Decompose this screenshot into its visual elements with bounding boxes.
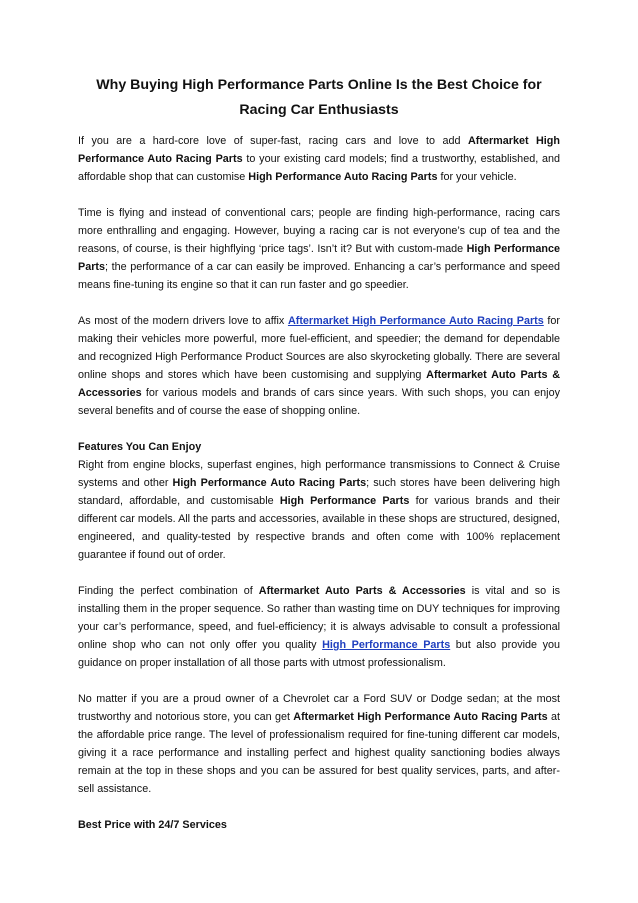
text-run: No matter if you are a proud owner of a Chevrolet car a Ford SUV or Dodge sedan; at the most trustworthy and notorious store, you can get xyxy=(78,693,560,723)
paragraph-intro xyxy=(78,132,560,186)
text-run: at the affordable price range. The level of professionalism required for fine-tuning different car models, giving it a race performance and installing perfect and highest quality sanctioning bodies always remain at the top in these shops and you can be assured for best quality services, parts, and after-sell assistance. xyxy=(78,711,560,795)
bold-text: Aftermarket Auto Parts & Accessories xyxy=(78,369,561,399)
text-run: ; such stores have been delivering high standard, affordable, and customisable xyxy=(78,477,561,507)
bold-text: Aftermarket Auto Parts & Accessories xyxy=(258,585,466,597)
features-heading: Features You Can Enjoy xyxy=(78,441,202,453)
text-run: Time is flying and instead of conventional cars; people are finding high-performance, racing cars more enthralling and engaging. However, buying a racing car is not everyone’s cup of tea and the reasons, of course, is their highflying ‘price tags’. Isn’t it? But with custom-made xyxy=(78,207,560,255)
paragraph-combination xyxy=(78,582,560,672)
paragraph-owner xyxy=(78,690,560,798)
paragraph-time xyxy=(78,204,560,294)
text-run: If you are a hard-core love of super-fast, racing cars and love to add xyxy=(78,135,468,147)
text-run: but also provide you guidance on proper installation of all those parts with utmost professionalism. xyxy=(78,639,560,669)
bold-text: High Performance Auto Racing Parts xyxy=(248,171,438,183)
aftermarket-parts-link[interactable]: Aftermarket High Performance Auto Racing Parts xyxy=(287,315,544,327)
paragraph-features xyxy=(78,438,560,564)
document-title: Why Buying High Performance Parts Online Is the Best Choice for Racing Car Enthusiasts xyxy=(96,77,542,118)
text-run: As most of the modern drivers love to affix xyxy=(78,315,288,327)
bold-text: High Performance Auto Racing Parts xyxy=(172,477,367,489)
high-performance-parts-link[interactable]: High Performance Parts xyxy=(322,639,451,651)
bold-text: High Performance Parts xyxy=(279,495,410,507)
text-run: to your existing card models; find a trustworthy, established, and affordable shop that can customise xyxy=(78,153,561,183)
bold-text: High Performance Parts xyxy=(78,243,560,273)
text-run: for various brands and their different car models. All the parts and accessories, available in these shops are structured, designed, engineered, and quality-tested by respective brands and often come with 100% replacement guarantee if found out of order. xyxy=(78,495,560,561)
paragraph-modern-drivers xyxy=(78,312,560,420)
text-run: for various models and brands of cars since years. With such shops, you can enjoy several benefits and of course the ease of shopping online. xyxy=(78,387,560,417)
bold-text: Aftermarket High Performance Auto Racing Parts xyxy=(293,711,548,723)
text-run: for your vehicle. xyxy=(437,171,517,183)
text-run: is vital and so is installing them in the proper sequence. So rather than wasting time on DUY techniques for improving your car’s performance, speed, and fuel-efficiency; it is always advisable to consult a professional online shop who can not only offer you quality xyxy=(78,585,560,651)
best-price-heading: Best Price with 24/7 Services xyxy=(78,819,227,831)
text-run: for making their vehicles more powerful, more fuel-efficient, and speedier; the demand for dependable and recognized High Performance Product Sources are also skyrocketing globally. There are several online shops and stores which have been customising and supplying xyxy=(78,315,560,381)
text-run: Finding the perfect combination of xyxy=(78,585,259,597)
bold-text: Aftermarket High Performance Auto Racing Parts xyxy=(78,135,560,165)
text-run: Right from engine blocks, superfast engines, high performance transmissions to Connect & Cruise systems and other xyxy=(78,459,560,489)
text-run: ; the performance of a car can easily be improved. Enhancing a car’s performance and speed means fine-tuning its engine so that it can run faster and go speedier. xyxy=(78,261,560,291)
